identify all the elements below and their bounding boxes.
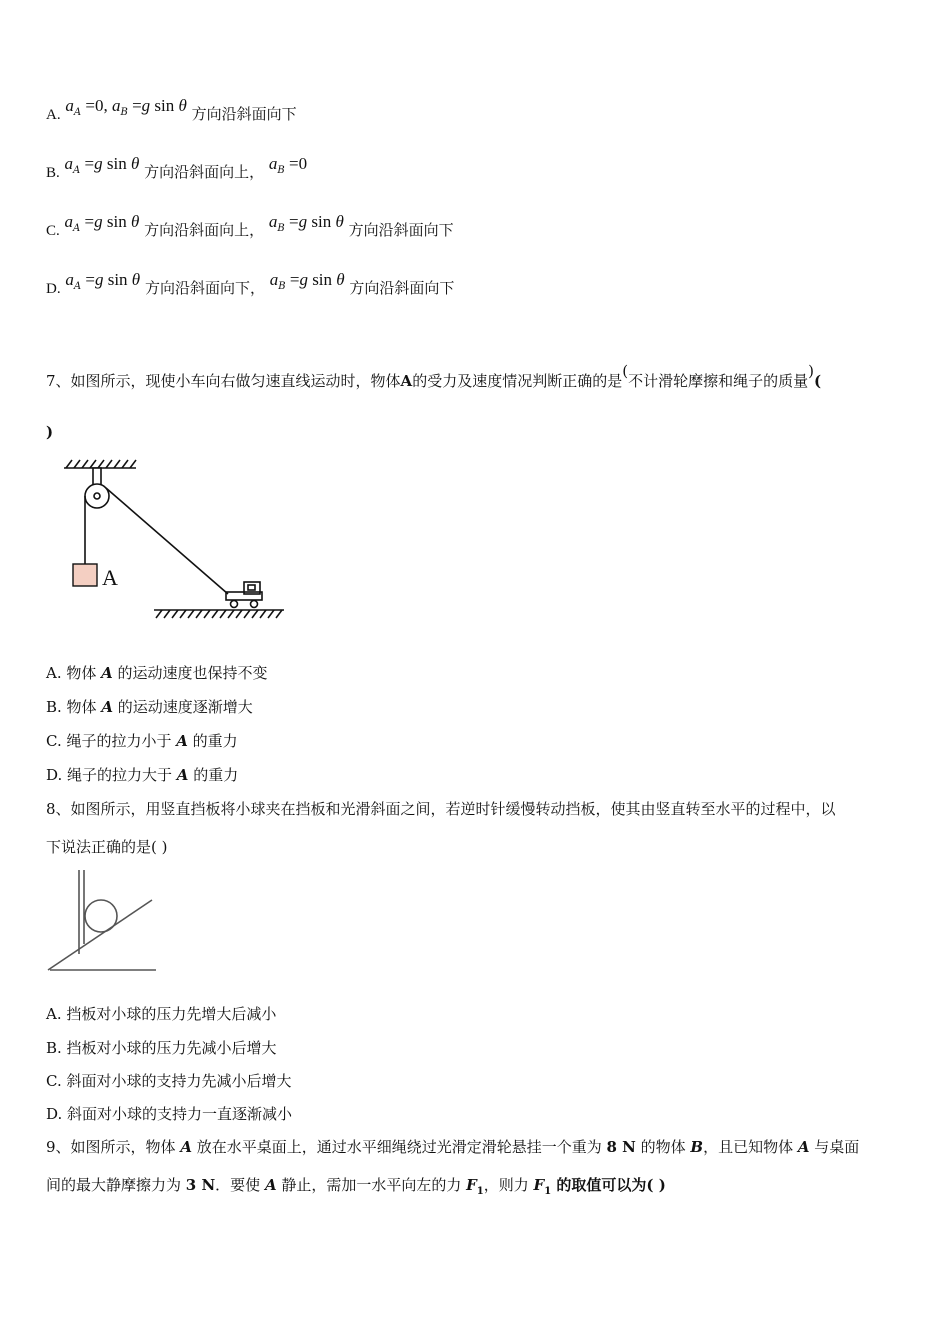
q9-stem-line1: 9、如图所示，物体 A 放在水平桌面上，通过水平细绳绕过光滑定滑轮悬挂一个重为 8 N 的物体 B，且已知物体 A 与桌面 (46, 1138, 860, 1156)
q8-option-d: D. 斜面对小球的支持力一直逐渐减小 (46, 1105, 293, 1123)
q7-option-b: B. 物体 A 的运动速度逐渐增大 (46, 698, 253, 716)
q8-option-a: A. 挡板对小球的压力先增大后减小 (46, 1005, 277, 1023)
q6-option-a-math: $a_A =0$, $a_B =g$ sin θ (65, 96, 187, 118)
q7-option-a: A. 物体 A 的运动速度也保持不变 (46, 664, 268, 682)
q8-stem-line2: 下说法正确的是( ) (46, 838, 168, 856)
q8-option-c: C. 斜面对小球的支持力先减小后增大 (46, 1072, 292, 1090)
q9-stem-line2: 间的最大静摩擦力为 3 N．要使 A 静止，需加一水平向左的力 $F_1$，则力 $F_1$ 的取值可以为( ) (46, 1176, 666, 1197)
q6-option-c: C. $a_A =g$ sin θ 方向沿斜面向上， $a_B =g$ sin θ 方向沿斜面向下 (46, 212, 454, 239)
q7-figure (56, 458, 296, 628)
q6-option-b-math2: $a_B =0$ (268, 154, 308, 176)
q6-option-a: A. $a_A =0$, $a_B =g$ sin θ 方向沿斜面向下 (46, 96, 297, 123)
q6-option-d-math1: $a_A =g$ sin θ (65, 270, 141, 292)
q8-option-b: B. 挡板对小球的压力先减小后增大 (46, 1039, 277, 1057)
q8-stem-line1: 8、如图所示，用竖直挡板将小球夹在挡板和光滑斜面之间，若逆时针缓慢转动挡板，使其由竖直转至水平的过程中，以 (46, 800, 836, 818)
q6-option-d-math2: $a_B =g$ sin θ (269, 270, 345, 292)
q6-option-b: B. $a_A =g$ sin θ 方向沿斜面向上， $a_B =0$ (46, 154, 308, 181)
q6-option-c-math1: $a_A =g$ sin θ (64, 212, 140, 234)
q6-option-d: D. $a_A =g$ sin θ 方向沿斜面向下， $a_B =g$ sin θ 方向沿斜面向下 (46, 270, 455, 297)
block-a-label: A (102, 565, 118, 590)
q6-option-c-math2: $a_B =g$ sin θ (268, 212, 344, 234)
q8-figure (44, 866, 164, 976)
q7-option-d: D. 绳子的拉力大于 A 的重力 (46, 766, 239, 784)
q7-blank-close: ) (46, 423, 54, 441)
block-a (73, 564, 97, 586)
q7-option-c: C. 绳子的拉力小于 A 的重力 (46, 732, 238, 750)
q6-option-b-math1: $a_A =g$ sin θ (64, 154, 140, 176)
q7-stem: 7、如图所示，现使小车向右做匀速直线运动时，物体A的受力及速度情况判断正确的是(不计滑轮摩擦和绳子的质量)( (46, 362, 822, 390)
